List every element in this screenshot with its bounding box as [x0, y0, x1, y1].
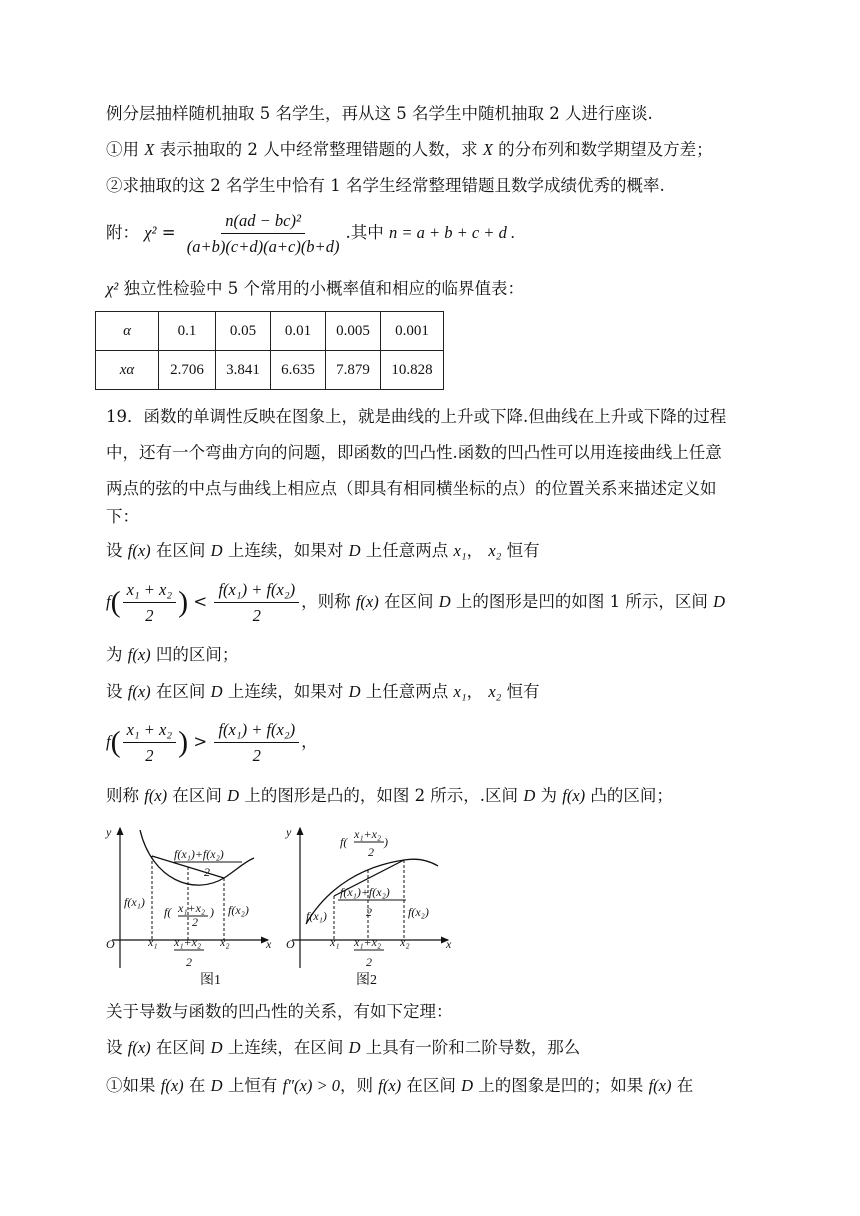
appendix-formula — [106, 208, 515, 258]
text-line: 例分层抽样随机抽取 5 名学生，再从这 5 名学生中随机抽取 2 人进行座谈. — [106, 104, 653, 123]
text: 在区间 — [150, 1038, 211, 1057]
theorem-line — [106, 1038, 580, 1058]
table-cell: 7.879 — [326, 351, 381, 390]
chi-square-symbol: χ² — [106, 279, 119, 298]
x2: x₂ — [488, 541, 502, 560]
text: ， — [466, 682, 489, 701]
interval-d: D — [348, 541, 361, 560]
interval-d: D — [348, 682, 361, 701]
numerator: n(ad − bc)² — [221, 210, 305, 234]
var-x: X — [144, 140, 155, 159]
table-cell: 0.1 — [159, 312, 216, 351]
f-mid-num: x₁+x₂ — [178, 901, 206, 915]
table-row — [96, 351, 444, 390]
q19-line: 两点的弦的中点与曲线上相应点（即具有相同横坐标的点）的位置关系来描述定义如 — [106, 479, 717, 498]
paren: ) — [178, 725, 189, 759]
denominator: 2 — [252, 605, 261, 625]
n-definition: n = a + b + c + d . — [388, 223, 516, 242]
convex-inequality — [106, 718, 318, 767]
x1: x₁ — [453, 682, 467, 701]
text: 在区间 — [378, 592, 439, 611]
comma: ， — [301, 732, 318, 751]
text: 设 — [106, 682, 128, 701]
midpoint-fraction — [123, 719, 177, 767]
text: 的分布列和数学期望及方差； — [492, 140, 713, 159]
question-1 — [106, 140, 713, 160]
critical-value-table — [95, 311, 444, 390]
y-label: y — [106, 825, 112, 839]
midpoint-fraction — [123, 579, 177, 627]
fx: f(x) — [355, 592, 379, 611]
interval-d: D — [713, 592, 726, 611]
interval-d: D — [461, 1076, 474, 1095]
figure-1-caption: 图1 — [200, 973, 221, 988]
f-mid-den: 2 — [368, 845, 374, 859]
text: 上连续，在区间 — [222, 1038, 349, 1057]
x1: x₁ — [453, 541, 467, 560]
f-mid-close: ) — [210, 905, 214, 919]
interval-d: D — [438, 592, 451, 611]
text: 为 — [535, 786, 563, 805]
interval-d: D — [348, 1038, 361, 1057]
x1-label: x₁ — [148, 935, 158, 949]
text: 上恒有 — [222, 1076, 283, 1095]
interval-d: D — [523, 786, 536, 805]
text: ①用 — [106, 140, 145, 159]
figure-2-caption: 图2 — [356, 973, 377, 988]
text: 在区间 — [150, 682, 211, 701]
appendix-label: 附： — [106, 223, 139, 242]
x2-label: x₂ — [400, 935, 410, 949]
text: 上任意两点 — [360, 682, 454, 701]
table-cell: xα — [96, 351, 159, 390]
origin-label: O — [286, 937, 295, 951]
text: 表示抽取的 2 人中经常整理错题的人数，求 — [154, 140, 483, 159]
f-mid-open: f( — [164, 905, 172, 919]
question-2: ②求抽取的这 2 名学生中恰有 1 名学生经常整理错题且数学成绩优秀的概率. — [106, 176, 665, 195]
text: 上的图形是凹的如图 1 所示，区间 — [450, 592, 714, 611]
text: 上任意两点 — [360, 541, 454, 560]
table-cell: 0.001 — [381, 312, 444, 351]
f-letter: f — [106, 592, 111, 611]
text: 上连续，如果对 — [222, 541, 349, 560]
text: 在 — [671, 1076, 694, 1095]
average-fraction — [214, 719, 299, 767]
greater-than: > — [193, 732, 208, 751]
text: 设 — [106, 1038, 128, 1057]
fx1-label: f(x₁) — [306, 909, 327, 923]
fx: f(x) — [127, 541, 151, 560]
text: 则称 — [106, 786, 145, 805]
fx: f(x) — [648, 1076, 672, 1095]
less-than: < — [193, 592, 208, 611]
text: ， — [466, 541, 489, 560]
q19-line: 下： — [106, 507, 139, 526]
text: 上连续，如果对 — [222, 682, 349, 701]
definition-line — [106, 682, 540, 702]
text: 在区间 — [150, 541, 211, 560]
denominator: 2 — [145, 605, 154, 625]
f-mid-open: f( — [340, 835, 348, 849]
table-row — [96, 312, 444, 351]
text: 在 — [183, 1076, 211, 1095]
table-cell: 0.05 — [216, 312, 271, 351]
table-cell: 0.005 — [326, 312, 381, 351]
avg-label: f(x₁)+f(x₂) — [174, 847, 224, 861]
numerator: f(x₁) + f(x₂) — [214, 579, 299, 603]
table-title — [106, 279, 524, 299]
fx2-label: f(x₂) — [408, 905, 429, 919]
chi-square-fraction — [183, 210, 344, 258]
interval-d: D — [210, 682, 223, 701]
f-mid-den: 2 — [192, 915, 198, 929]
text: 上的图形是凸的，如图 2 所示，.区间 — [239, 786, 524, 805]
text: 凸的区间； — [585, 786, 673, 805]
fx: f(x) — [160, 1076, 184, 1095]
interval-d: D — [210, 1038, 223, 1057]
table-cell: 3.841 — [216, 351, 271, 390]
denominator: (a+b)(c+d)(a+c)(b+d) — [186, 236, 340, 256]
text: 在区间 — [401, 1076, 462, 1095]
x1-label: x₁ — [330, 935, 340, 949]
table-cell: α — [96, 312, 159, 351]
equals: = — [161, 223, 176, 242]
x-label: x — [266, 937, 272, 951]
paren: ( — [110, 585, 121, 619]
text: 在区间 — [167, 786, 228, 805]
definition-line — [106, 541, 540, 561]
avg-denominator: 2 — [366, 905, 372, 919]
definition-line — [106, 645, 238, 665]
interval-d: D — [210, 1076, 223, 1095]
text: ，则 — [339, 1076, 379, 1095]
text: ①如果 — [106, 1076, 161, 1095]
midpoint-denominator: 2 — [186, 955, 192, 969]
fx: f(x) — [127, 645, 151, 664]
text: .其中 — [345, 223, 389, 242]
paren: ( — [110, 725, 121, 759]
f-mid-close: ) — [384, 835, 388, 849]
numerator: x₁ + x₂ — [123, 579, 177, 603]
fx2-label: f(x₂) — [228, 903, 249, 917]
midpoint-label: x₁+x₂ — [174, 935, 202, 949]
x2: x₂ — [488, 682, 502, 701]
text: 恒有 — [501, 682, 540, 701]
text: 上的图象是凹的；如果 — [473, 1076, 649, 1095]
interval-d: D — [210, 541, 223, 560]
text: 恒有 — [501, 541, 540, 560]
text: 设 — [106, 541, 128, 560]
midpoint-denominator: 2 — [366, 955, 372, 969]
midpoint-label: x₁+x₂ — [354, 935, 382, 949]
denominator: 2 — [252, 745, 261, 765]
theorem-line — [106, 1076, 693, 1096]
fx: f(x) — [378, 1076, 402, 1095]
concave-inequality — [106, 578, 725, 627]
y-label: y — [286, 825, 292, 839]
f-mid-num: x₁+x₂ — [354, 827, 382, 841]
table-cell: 6.635 — [271, 351, 326, 390]
f-letter: f — [106, 732, 111, 751]
text: 独立性检验中 5 个常用的小概率值和相应的临界值表： — [118, 279, 524, 298]
numerator: f(x₁) + f(x₂) — [214, 719, 299, 743]
text: 凹的区间； — [150, 645, 239, 664]
avg-denominator: 2 — [204, 865, 210, 879]
figure-2-convex — [284, 820, 460, 992]
numerator: x₁ + x₂ — [123, 719, 177, 743]
denominator: 2 — [145, 745, 154, 765]
text: ，则称 — [301, 592, 356, 611]
theorem-intro: 关于导数与函数的凹凸性的关系，有如下定理： — [106, 1002, 453, 1021]
avg-label: f(x₁)+f(x₂) — [340, 885, 390, 899]
fx: f(x) — [562, 786, 586, 805]
fx: f(x) — [144, 786, 168, 805]
q19-line: 19．函数的单调性反映在图象上，就是曲线的上升或下降.但曲线在上升或下降的过程 — [106, 407, 727, 426]
q19-line: 中，还有一个弯曲方向的问题，即函数的凹凸性.函数的凹凸性可以用连接曲线上任意 — [106, 443, 722, 462]
text: 上具有一阶和二阶导数，那么 — [360, 1038, 581, 1057]
definition-line — [106, 786, 673, 806]
var-x: X — [482, 140, 493, 159]
table-cell: 10.828 — [381, 351, 444, 390]
interval-d: D — [227, 786, 240, 805]
text: 为 — [106, 645, 128, 664]
table-cell: 0.01 — [271, 312, 326, 351]
second-derivative-condition: f″(x) > 0 — [282, 1076, 340, 1095]
chi-square-symbol: χ² — [144, 223, 157, 242]
paren: ) — [178, 585, 189, 619]
average-fraction — [214, 579, 299, 627]
fx: f(x) — [127, 682, 151, 701]
origin-label: O — [106, 937, 115, 951]
table-cell: 2.706 — [159, 351, 216, 390]
figure-1-concave — [104, 820, 280, 992]
x2-label: x₂ — [220, 935, 230, 949]
fx: f(x) — [127, 1038, 151, 1057]
fx1-label: f(x₁) — [124, 895, 145, 909]
x-label: x — [446, 937, 452, 951]
